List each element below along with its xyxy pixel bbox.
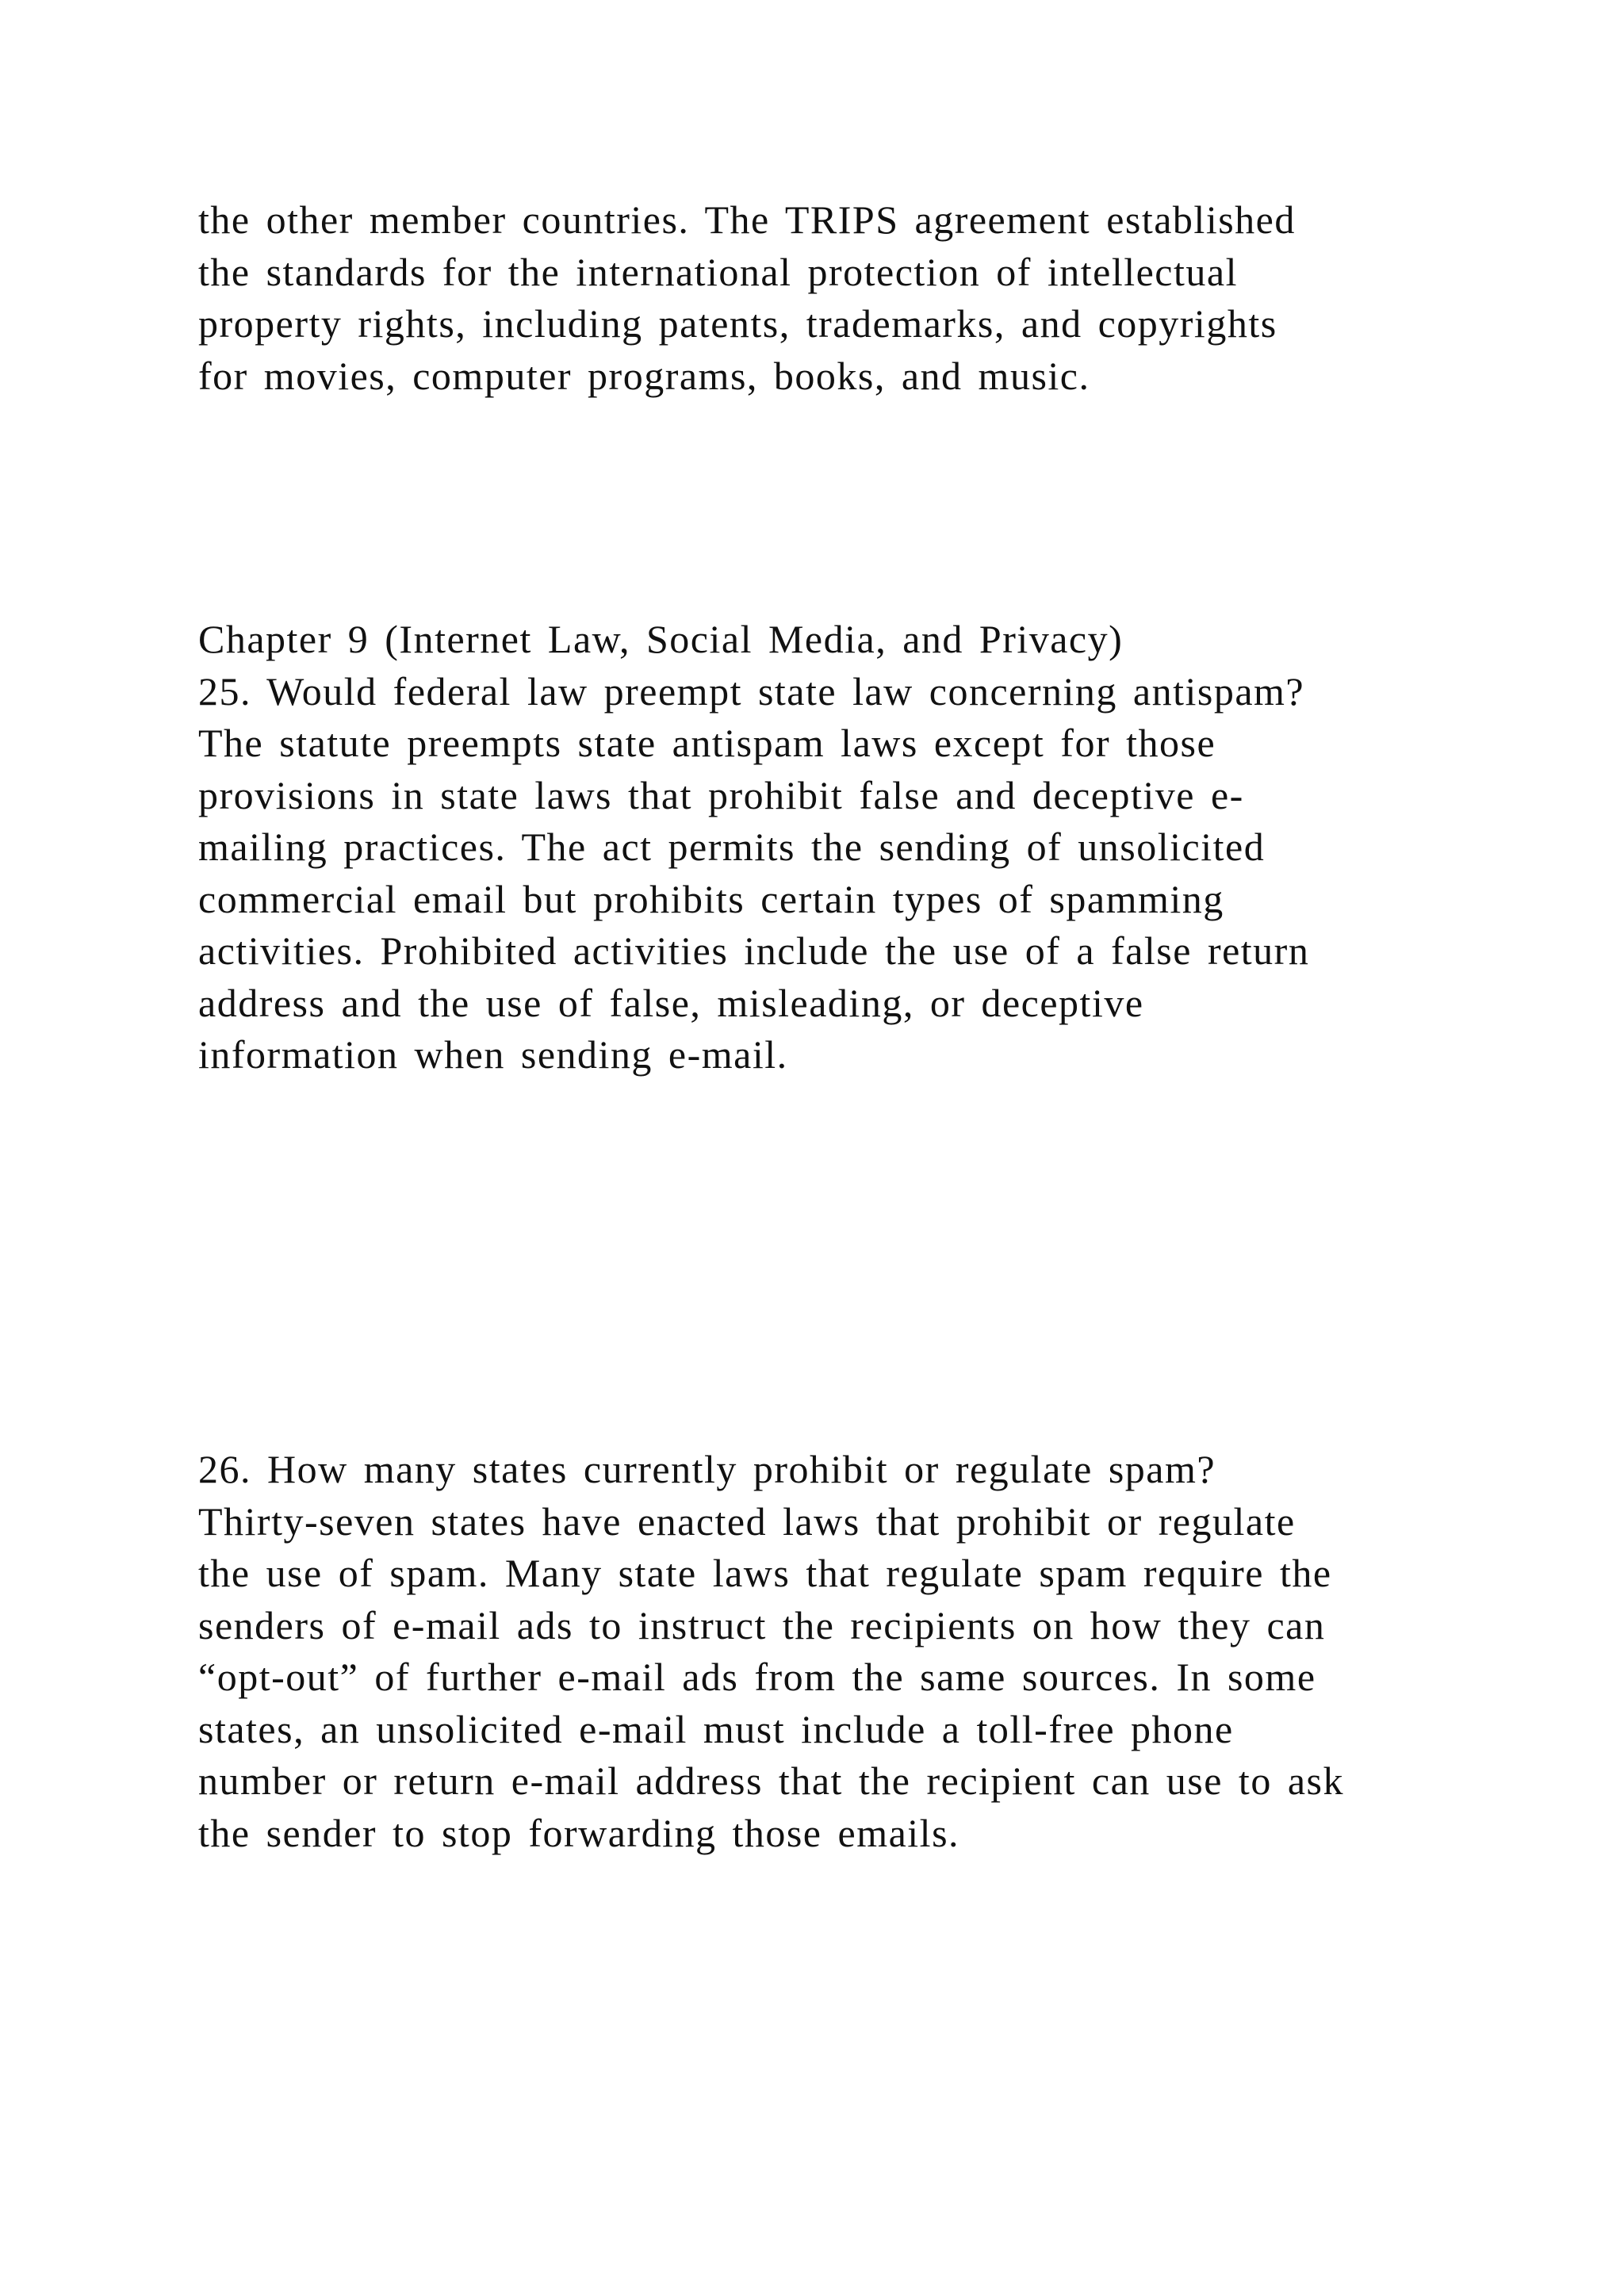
answer-25-line: mailing practices. The act permits the sending of unsolicited xyxy=(198,825,1266,869)
answer-26-line: states, an unsolicited e-mail must include a toll-free phone xyxy=(198,1706,1234,1751)
question-26-line: 26. How many states currently prohibit or regulate spam? xyxy=(198,1447,1216,1491)
text-line: for movies, computer programs, books, and music. xyxy=(198,353,1090,398)
question-25-line: 25. Would federal law preempt state law concerning antispam? xyxy=(198,668,1305,714)
paragraph-trips xyxy=(198,194,1546,402)
section-question-26 xyxy=(198,1444,1546,1859)
answer-25-line: activities. Prohibited activities include the use of a false return xyxy=(198,928,1310,973)
answer-26-line: “opt-out” of further e-mail ads from the same sources. In some xyxy=(198,1655,1316,1699)
answer-25-line: address and the use of false, misleading, or deceptive xyxy=(198,980,1144,1025)
answer-26-line: senders of e-mail ads to instruct the recipients on how they can xyxy=(198,1602,1326,1647)
answer-25-line: commercial email but prohibits certain types of spamming xyxy=(198,876,1224,921)
text-line: property rights, including patents, trademarks, and copyrights xyxy=(198,301,1277,346)
answer-25-line: The statute preempts state antispam laws except for those xyxy=(198,721,1216,765)
answer-26-line: the sender to stop forwarding those emails. xyxy=(198,1810,960,1855)
chapter-heading: Chapter 9 (Internet Law, Social Media, and Privacy) xyxy=(198,617,1124,661)
section-chapter-9 xyxy=(198,614,1546,1081)
text-line: the standards for the international protection of intellectual xyxy=(198,249,1238,294)
text-line: the other member countries. The TRIPS agreement established xyxy=(198,197,1296,242)
answer-26-line: number or return e-mail address that the recipient can use to ask xyxy=(198,1758,1344,1803)
answer-25-line: information when sending e-mail. xyxy=(198,1032,788,1077)
answer-26-line: Thirty-seven states have enacted laws that prohibit or regulate xyxy=(198,1498,1296,1544)
answer-25-line: provisions in state laws that prohibit false and deceptive e- xyxy=(198,772,1244,817)
answer-26-line: the use of spam. Many state laws that regulate spam require the xyxy=(198,1551,1332,1595)
